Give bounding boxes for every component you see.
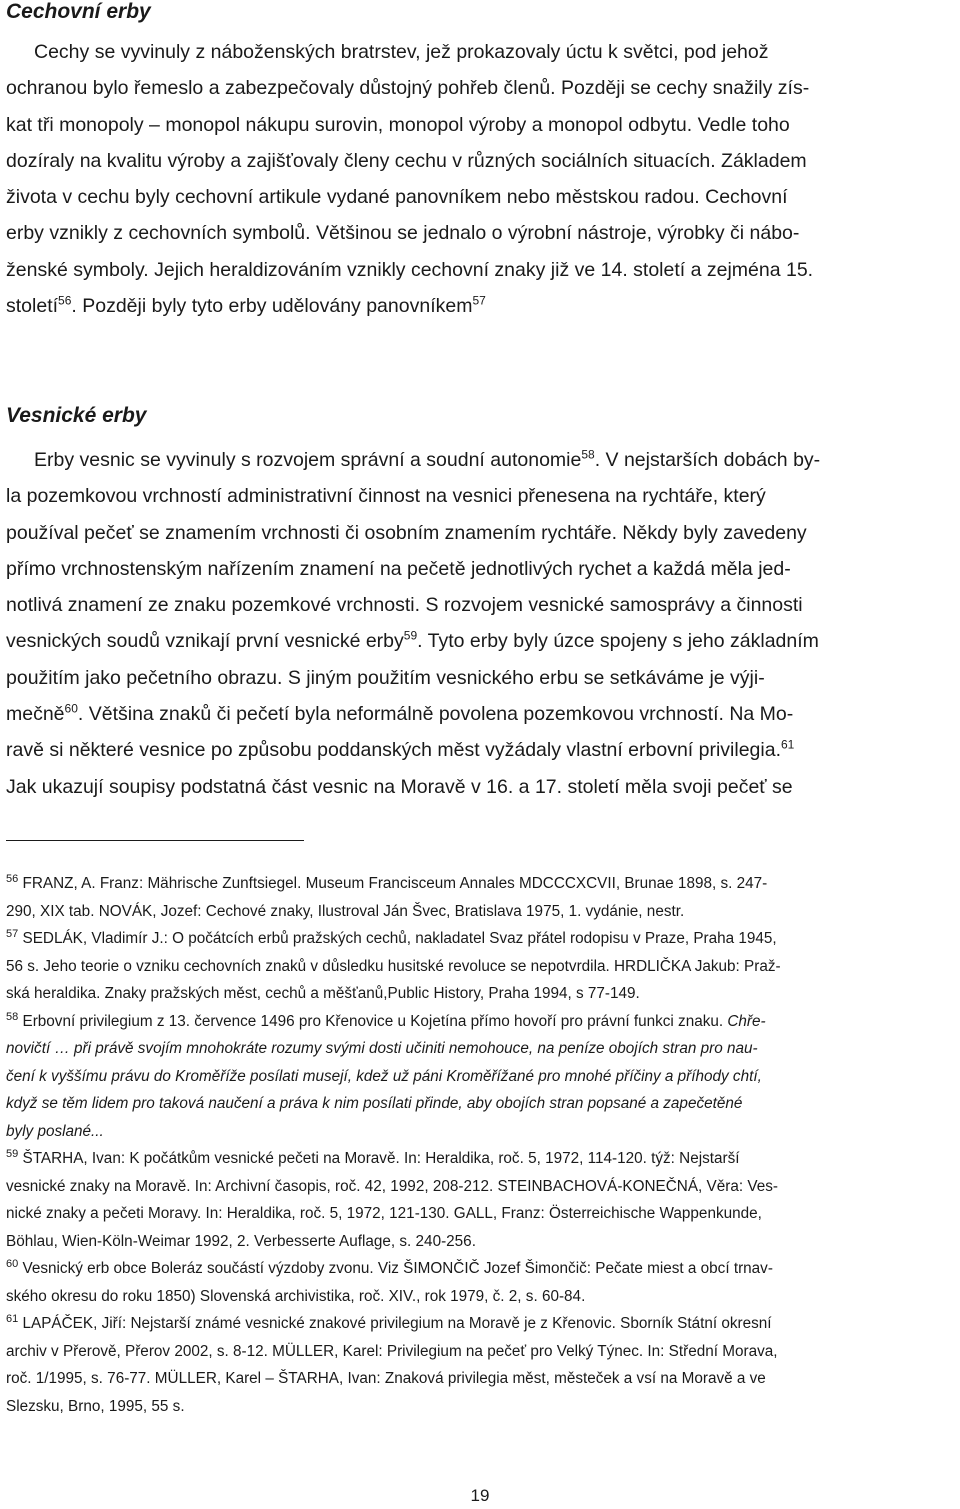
- footnote-60: [6, 1255, 954, 1310]
- footnote-line: vesnické znaky na Moravě. In: Archivní časopis, roč. 42, 1992, 208-212. STEINBACHOVÁ-KONEČNÁ, Věra: Ves-: [6, 1177, 778, 1195]
- text-line: kat tři monopoly – monopol nákupu surovin, monopol výroby a monopol odbytu. Vedle toho: [6, 113, 790, 136]
- text-line: erby vznikly z cechovních symbolů. Většinou se jednalo o výrobní nástroje, výrobky či nábo-: [6, 222, 800, 245]
- footnote-line: archiv v Přerově, Přerov 2002, s. 8-12. MÜLLER, Karel: Privilegium na pečeť pro Velký Týnec. In: Střední Morava,: [6, 1342, 778, 1360]
- footnote-quote: byly poslané...: [6, 1122, 104, 1140]
- footnote-text: LAPÁČEK, Jiří: Nejstarší známé vesnické znakové privilegium na Moravě je z Křenovic. Sborník Státní okresní: [22, 1315, 772, 1332]
- footnote-line: [6, 1090, 954, 1118]
- footnote-number: 58: [6, 1010, 19, 1023]
- footnote-quote: Chře-: [727, 1012, 766, 1030]
- footnote-56: [6, 870, 954, 925]
- footnote-number: 56: [6, 872, 19, 885]
- footnote-text: FRANZ, A. Franz: Mährische Zunftsiegel. Museum Francisceum Annales MDCCCXCVII, Brunae 1898, s. 247-: [22, 875, 768, 892]
- footnote-ref-58[interactable]: 58: [581, 447, 595, 462]
- text-line: používal pečeť se znamením vrchnosti či osobním znamením rychtáře. Někdy byly zavedeny: [6, 521, 807, 544]
- footnote-line: [6, 1035, 954, 1063]
- text-line: [6, 732, 954, 768]
- footnote-ref-59[interactable]: 59: [403, 628, 418, 643]
- footnote-line: [6, 870, 954, 898]
- footnote-line: [6, 1118, 954, 1146]
- text-fragment: . V nejstarších dobách by-: [594, 449, 821, 471]
- text-fragment: vesnických soudů vznikají první vesnické erby: [6, 630, 404, 653]
- text-line: notlivá znamení ze znaku pozemkové vrchnosti. S rozvojem vesnické samosprávy a činnosti: [6, 594, 803, 617]
- text-line: [6, 442, 954, 478]
- footnote-line: roč. 1/1995, s. 76-77. MÜLLER, Karel – ŠTARHA, Ivan: Znaková privilegia měst, městeček a vsí na Moravě a ve: [6, 1370, 766, 1387]
- text-line: použitím jako pečetního obrazu. S jiným použitím vesnického erbu se setkáváme je výji-: [6, 666, 765, 689]
- footnote-number: 60: [6, 1257, 19, 1270]
- footnote-text: Erbovní privilegium z 13. července 1496 pro Křenovice u Kojetína přímo hovoří pro právní funkci znaku.: [22, 1012, 728, 1030]
- footnote-58: [6, 1008, 954, 1146]
- footnote-line: [6, 1008, 954, 1036]
- text-fragment: . Většina znaků či pečetí byla neformálně povolena pozemkovou vrchností. Na Mo-: [77, 703, 794, 726]
- text-line: [6, 696, 954, 732]
- footnote-ref-61[interactable]: 61: [781, 737, 795, 752]
- text-line: la pozemkovou vrchností administrativní činnost na vesnici přenesena na rychtáře, který: [6, 485, 766, 508]
- footnote-number: 59: [6, 1147, 19, 1160]
- section-heading-cechovni-erby: Cechovní erby: [6, 0, 151, 23]
- text-line: přímo vrchnostenským nařízením znamení na pečetě jednotlivých rychet a každá měla jed-: [6, 557, 791, 580]
- text-line: ženské symboly. Jejich heraldizováním vznikly cechovní znaky již ve 14. století a zejména 15.: [6, 258, 814, 281]
- footnote-61: [6, 1310, 954, 1420]
- paragraph-cechovni-erby: [6, 34, 954, 324]
- footnote-line: 290, XIX tab. NOVÁK, Jozef: Cechové znaky, Ilustroval Ján Švec, Bratislava 1975, 1. vydánie, nestr.: [6, 902, 685, 920]
- text-fragment: . Tyto erby byly úzce spojeny s jeho základním: [417, 630, 819, 653]
- page-number: 19: [470, 1486, 490, 1505]
- footnote-text: Vesnický erb obce Boleráz součástí výzdoby zvonu. Viz ŠIMONČIČ Jozef Šimončič: Pečate miest a obcí trnav-: [22, 1260, 773, 1277]
- text-line: ochranou bylo řemeslo a zabezpečovaly důstojný pohřeb členů. Později se cechy snažily zís-: [6, 77, 810, 100]
- section-heading-vesnicke-erby: Vesnické erby: [6, 404, 147, 427]
- text-fragment: Erby vesnic se vyvinuly s rozvojem správní a soudní autonomie: [34, 449, 582, 471]
- footnote-line: [6, 1255, 954, 1283]
- paragraph-vesnicke-erby: [6, 442, 954, 805]
- footnote-ref-56[interactable]: 56: [58, 293, 72, 308]
- footnote-line: ského okresu do roku 1850) Slovenská archivistika, roč. XIV., rok 1979, č. 2, s. 60-84.: [6, 1287, 586, 1305]
- text-fragment: . Později byly tyto erby udělovány panovníkem: [71, 295, 473, 318]
- footnotes: [6, 870, 954, 1420]
- text-line: Cechy se vyvinuly z náboženských bratrstev, jež prokazovaly úctu k světci, pod jehož: [34, 41, 769, 63]
- footnote-ref-60[interactable]: 60: [64, 701, 78, 716]
- text-line: [6, 288, 954, 324]
- text-fragment: ravě si některé vesnice po způsobu poddanských měst vyžádaly vlastní erbovní privilegia.: [6, 739, 781, 762]
- text-line: dozíraly na kvalitu výroby a zajišťovaly členy cechu v různých sociálních situacích. Základem: [6, 149, 807, 172]
- text-fragment: století: [6, 295, 59, 318]
- text-line: [6, 623, 954, 659]
- footnote-separator: [6, 840, 304, 841]
- text-line: života v cechu byly cechovní artikule vydané panovníkem nebo městskou radou. Cechovní: [6, 186, 788, 209]
- footnote-line: Böhlau, Wien-Köln-Weimar 1992, 2. Verbesserte Auflage, s. 240-256.: [6, 1232, 476, 1250]
- footnote-line: [6, 1063, 954, 1091]
- footnote-text: ŠTARHA, Ivan: K počátkům vesnické pečeti na Moravě. In: Heraldika, roč. 5, 1972, 114-120. týž: Nejstarší: [22, 1150, 740, 1167]
- footnote-line: [6, 925, 954, 953]
- text-fragment: mečně: [6, 703, 65, 726]
- footnote-line: Slezsku, Brno, 1995, 55 s.: [6, 1397, 185, 1415]
- footnote-quote: novičtí … při právě svojím mnohokráte rozumy svými dosti učiniti nemohouce, na peníze obojích stran pro nau-: [6, 1040, 758, 1057]
- footnote-ref-57[interactable]: 57: [472, 293, 486, 308]
- footnote-quote: čení k vyššímu právu do Kroměříže posílati musejí, kdež už páni Kroměřížané pro mnohé příčiny a příhody chtí,: [6, 1067, 762, 1085]
- footnote-number: 61: [6, 1312, 19, 1325]
- footnote-text: SEDLÁK, Vladimír J.: O počátcích erbů pražských cechů, nakladatel Svaz přátel rodopisu v Praze, Praha 1945,: [22, 930, 777, 947]
- footnote-57: [6, 925, 954, 1008]
- footnote-line: [6, 1310, 954, 1338]
- footnote-line: 56 s. Jeho teorie o vzniku cechovních znaků v důsledku husitské revoluce se nepotvrdila. HRDLIČKA Jakub: Praž-: [6, 957, 781, 975]
- footnote-line: ská heraldika. Znaky pražských měst, cechů a měšťanů,Public History, Praha 1994, s 77-149.: [6, 985, 640, 1002]
- footnote-quote: když se těm lidem pro taková naučení a práva k nim posílati přinde, aby obojích stran popsané a zapečetěné: [6, 1095, 743, 1112]
- footnote-59: [6, 1145, 954, 1255]
- footnote-number: 57: [6, 927, 19, 940]
- footnote-line: [6, 1145, 954, 1173]
- text-line: Jak ukazují soupisy podstatná část vesnic na Moravě v 16. a 17. století měla svoji pečeť se: [6, 775, 793, 798]
- footnote-line: nické znaky a pečeti Moravy. In: Heraldika, roč. 5, 1972, 121-130. GALL, Franz: Österreichische Wappenkunde,: [6, 1205, 762, 1222]
